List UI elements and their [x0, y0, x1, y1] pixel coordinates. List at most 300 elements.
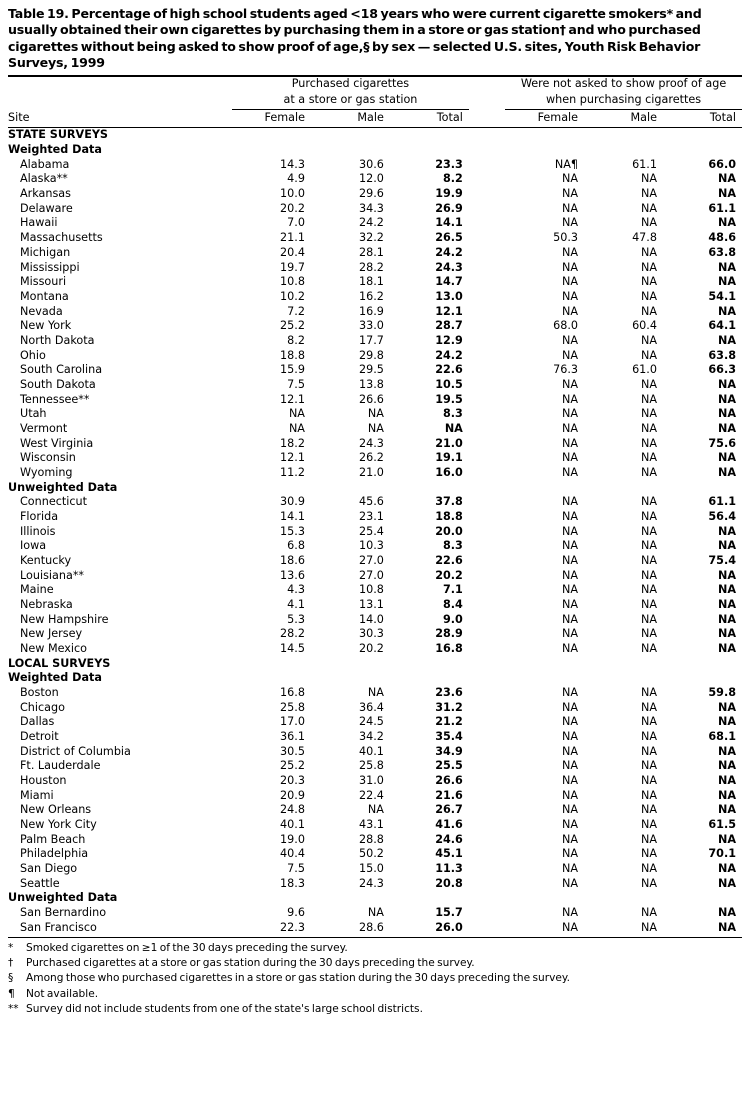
cell-female-proof: NA: [562, 216, 579, 230]
section-header-label: STATE SURVEYS: [8, 128, 108, 142]
row-gap: [469, 525, 505, 540]
cell-female-proof: NA: [562, 641, 579, 655]
footnote: [8, 956, 742, 971]
row-gap: [469, 187, 505, 202]
row-site-label: Michigan: [20, 245, 71, 259]
cell-female-purchased: 10.0: [280, 187, 305, 201]
table-row: [8, 627, 742, 642]
row-site-label: West Virginia: [20, 436, 94, 450]
cell-total-purchased: 21.0: [435, 436, 463, 450]
footnote-marker: †: [8, 957, 14, 970]
cell-female-purchased: 14.5: [280, 641, 305, 655]
cell-male-proof: NA: [640, 333, 657, 347]
cell-male-purchased: 14.0: [358, 612, 384, 626]
cell-male-purchased: 22.4: [358, 788, 384, 802]
cell-male-purchased: 28.6: [358, 920, 384, 934]
table-row: [8, 290, 742, 305]
cell-total-purchased: 28.7: [435, 319, 463, 333]
cell-female-purchased: 20.3: [280, 774, 305, 788]
cell-total-purchased: 24.3: [435, 260, 463, 274]
cell-male-purchased: 21.0: [358, 465, 384, 479]
cell-total-proof: NA: [717, 216, 736, 230]
section-header-row: [8, 128, 742, 143]
cell-female-purchased: 9.6: [287, 906, 305, 920]
cell-total-proof: NA: [717, 275, 736, 289]
cell-male-proof: NA: [640, 275, 657, 289]
table-row: [8, 261, 742, 276]
cell-female-proof: NA: [562, 744, 579, 758]
cell-male-proof: NA: [640, 172, 657, 186]
cell-male-purchased: NA: [367, 407, 384, 421]
row-site-label: District of Columbia: [20, 744, 131, 758]
table-row: [8, 862, 742, 877]
cell-male-purchased: 40.1: [358, 744, 384, 758]
row-gap: [469, 686, 505, 701]
cell-total-purchased: 31.2: [435, 700, 463, 714]
cell-total-purchased: 35.4: [435, 730, 463, 743]
column-header-row: [8, 109, 742, 128]
cell-total-purchased: 26.0: [435, 920, 463, 934]
cell-male-proof: 60.4: [632, 319, 657, 333]
cell-female-purchased: 13.6: [280, 568, 305, 582]
group-header-purchased: [232, 77, 469, 93]
row-gap: [469, 921, 505, 936]
cell-female-purchased: 24.8: [280, 803, 305, 817]
cell-male-purchased: 33.0: [358, 319, 384, 333]
row-site-label: Maine: [20, 583, 54, 597]
row-site-label: Nevada: [20, 304, 63, 318]
cell-total-proof: NA: [717, 641, 736, 655]
cell-male-proof: NA: [640, 436, 657, 450]
cell-female-proof: NA: [562, 509, 579, 523]
cell-female-proof: NA: [562, 465, 579, 479]
column-header-gap: [469, 109, 505, 128]
cell-total-purchased: 25.5: [435, 759, 463, 773]
row-site-label: Ft. Lauderdale: [20, 759, 101, 773]
cell-female-purchased: 28.2: [280, 627, 305, 641]
cell-male-purchased: NA: [367, 906, 384, 920]
cell-total-purchased: 13.0: [435, 289, 463, 303]
cell-female-purchased: 30.9: [280, 495, 305, 509]
row-site-label: Delaware: [20, 201, 73, 215]
table-row: [8, 539, 742, 554]
cell-total-purchased: 8.3: [443, 539, 463, 553]
cell-female-purchased: 30.5: [280, 744, 305, 758]
cell-male-purchased: 24.2: [358, 216, 384, 230]
cell-female-proof: NA: [562, 862, 579, 876]
cell-total-proof: NA: [717, 862, 736, 876]
cell-male-purchased: 43.1: [358, 818, 384, 832]
cell-total-proof: 61.5: [708, 818, 736, 832]
cell-total-purchased: 10.5: [435, 377, 463, 391]
group-header-gap-2: [469, 93, 505, 109]
cell-total-proof: NA: [717, 627, 736, 641]
row-site-label: New Jersey: [20, 627, 83, 641]
cell-male-proof: NA: [640, 216, 657, 230]
cell-female-purchased: 8.2: [287, 333, 305, 347]
table-row: [8, 363, 742, 378]
cell-female-purchased: 10.8: [280, 275, 305, 289]
subsection-header-label: Unweighted Data: [8, 480, 118, 494]
row-site-label: Illinois: [20, 524, 56, 538]
row-site-label: New York: [20, 319, 72, 333]
page-title: Table 19. Percentage of high school students aged <18 years who were current cigarette smokers* and usually obtained their own cigarettes by purchasing them in a store or gas station† and who purchased cigarettes without being asked to show proof of age,§ by sex — selected U.S. sites, Youth Risk Behavior Surveys, 1999: [8, 6, 702, 71]
cell-total-proof: NA: [717, 700, 736, 714]
cell-male-purchased: 10.3: [358, 539, 384, 553]
table-row: [8, 847, 742, 862]
cell-female-proof: NA: [562, 172, 579, 186]
cell-male-proof: NA: [640, 920, 657, 934]
row-site-label: Montana: [20, 289, 69, 303]
row-site-label: South Dakota: [20, 377, 96, 391]
table-row: [8, 715, 742, 730]
cell-male-proof: NA: [640, 730, 657, 743]
cell-female-proof: NA: [562, 333, 579, 347]
cell-total-proof: NA: [717, 304, 736, 318]
table-row: [8, 451, 742, 466]
table-row: [8, 275, 742, 290]
cell-total-purchased: 41.6: [435, 818, 463, 832]
cell-total-proof: NA: [717, 715, 736, 729]
row-site-label: San Francisco: [20, 920, 97, 934]
cell-female-proof: NA: [562, 304, 579, 318]
cell-male-purchased: 31.0: [358, 774, 384, 788]
cell-total-proof: 66.0: [708, 157, 736, 171]
cell-total-proof: 54.1: [708, 289, 736, 303]
row-site-label: Vermont: [20, 421, 68, 435]
row-site-label: Chicago: [20, 700, 65, 714]
cell-female-proof: NA: [562, 436, 579, 450]
table-row: [8, 803, 742, 818]
cell-total-proof: NA: [717, 524, 736, 538]
cell-total-purchased: 26.6: [435, 774, 463, 788]
cell-male-purchased: 29.6: [358, 187, 384, 201]
cell-male-proof: NA: [640, 774, 657, 788]
row-site-label: Connecticut: [20, 495, 87, 509]
cell-female-proof: NA: [562, 245, 579, 259]
table-row: [8, 642, 742, 657]
cell-female-proof: NA: [562, 612, 579, 626]
cell-female-purchased: 19.7: [280, 260, 305, 274]
footnote-marker: **: [8, 1002, 19, 1015]
cell-female-purchased: 12.1: [280, 392, 305, 406]
cell-total-proof: 59.8: [708, 685, 736, 699]
row-site-label: Hawaii: [20, 216, 58, 230]
cell-male-proof: NA: [640, 289, 657, 303]
cell-female-proof: NA: [562, 451, 579, 465]
cell-total-proof: NA: [717, 451, 736, 465]
cell-male-proof: 47.8: [632, 231, 657, 245]
row-gap: [469, 539, 505, 554]
table-row: [8, 246, 742, 261]
cell-total-purchased: 15.7: [435, 906, 463, 920]
cell-total-proof: NA: [717, 583, 736, 597]
cell-male-proof: NA: [640, 862, 657, 876]
row-gap: [469, 642, 505, 657]
table-row: [8, 407, 742, 422]
cell-female-proof: NA: [562, 553, 579, 567]
footnote-text: Not available.: [26, 987, 99, 1000]
row-gap: [469, 627, 505, 642]
row-site-label: New York City: [20, 818, 97, 832]
table-row: [8, 613, 742, 628]
cell-female-proof: NA: [562, 627, 579, 641]
cell-female-purchased: 40.1: [280, 818, 305, 832]
cell-male-purchased: 24.5: [358, 715, 384, 729]
cell-total-proof: 70.1: [708, 847, 736, 861]
group-header-gap: [469, 77, 505, 93]
cell-male-purchased: NA: [367, 803, 384, 817]
cell-male-purchased: 24.3: [358, 436, 384, 450]
row-site-label: Dallas: [20, 715, 55, 729]
footnote: [8, 971, 742, 986]
cell-female-purchased: 7.2: [287, 304, 305, 318]
table-row: [8, 906, 742, 921]
cell-male-proof: NA: [640, 260, 657, 274]
cell-male-proof: NA: [640, 553, 657, 567]
cell-total-proof: 75.6: [708, 436, 736, 450]
cell-total-purchased: 23.3: [435, 157, 463, 171]
cell-male-proof: NA: [640, 906, 657, 920]
cell-female-purchased: 20.4: [280, 245, 305, 259]
footnote: [8, 1002, 742, 1017]
row-gap: [469, 393, 505, 408]
cell-female-purchased: 7.5: [287, 377, 305, 391]
subsection-header-row: [8, 143, 742, 158]
cell-female-proof: NA: [562, 260, 579, 274]
row-gap: [469, 495, 505, 510]
cell-male-proof: NA: [640, 465, 657, 479]
row-gap: [469, 789, 505, 804]
cell-total-purchased: 20.2: [435, 568, 463, 582]
cell-female-proof: 76.3: [553, 363, 579, 377]
row-gap: [469, 701, 505, 716]
cell-female-purchased: 4.9: [287, 172, 305, 186]
cell-male-proof: NA: [640, 876, 657, 890]
cell-female-proof: NA: [562, 289, 579, 303]
cell-male-proof: NA: [640, 832, 657, 846]
cell-male-purchased: 15.0: [358, 862, 384, 876]
cell-female-purchased: 12.1: [280, 451, 305, 465]
cell-female-purchased: 22.3: [280, 920, 305, 934]
cell-female-purchased: 25.8: [280, 700, 305, 714]
cell-total-purchased: 12.9: [435, 333, 463, 347]
cell-male-proof: NA: [640, 187, 657, 201]
cell-total-proof: NA: [717, 906, 736, 920]
cell-female-purchased: 15.9: [280, 363, 305, 377]
cell-total-proof: 63.8: [708, 348, 736, 362]
cell-female-purchased: 6.8: [287, 539, 305, 553]
cell-male-proof: NA: [640, 495, 657, 509]
cell-female-proof: NA: [562, 377, 579, 391]
cell-total-proof: NA: [717, 920, 736, 934]
row-gap: [469, 598, 505, 613]
footnote-text: Purchased cigarettes at a store or gas station during the 30 days preceding the survey.: [26, 957, 475, 970]
table-row: [8, 422, 742, 437]
row-gap: [469, 407, 505, 422]
row-gap: [469, 172, 505, 187]
cell-female-purchased: 7.5: [287, 862, 305, 876]
cell-total-purchased: NA: [444, 421, 463, 435]
cell-male-proof: NA: [640, 788, 657, 802]
group-header-proof: [505, 77, 742, 93]
cell-male-proof: NA: [640, 759, 657, 773]
cell-male-purchased: 25.4: [358, 524, 384, 538]
cell-total-proof: NA: [717, 774, 736, 788]
cell-female-purchased: 14.3: [280, 157, 305, 171]
cell-female-proof: NA: [562, 818, 579, 832]
subsection-header-row: [8, 481, 742, 496]
cell-female-purchased: 21.1: [280, 231, 305, 245]
table-row: [8, 745, 742, 760]
cell-female-proof: NA: [562, 920, 579, 934]
row-site-label: Mississippi: [20, 260, 80, 274]
cell-male-proof: NA: [640, 700, 657, 714]
cell-male-purchased: 30.6: [358, 157, 384, 171]
row-gap: [469, 862, 505, 877]
cell-male-proof: NA: [640, 245, 657, 259]
cell-total-purchased: 26.7: [435, 803, 463, 817]
cell-male-proof: NA: [640, 818, 657, 832]
cell-female-proof: NA: [562, 700, 579, 714]
row-site-label: Boston: [20, 685, 59, 699]
column-header-total-1: Total: [436, 110, 463, 124]
cell-total-purchased: 18.8: [435, 509, 463, 523]
cell-female-purchased: 25.2: [280, 759, 305, 773]
cell-total-proof: NA: [717, 377, 736, 391]
row-site-label: Florida: [20, 509, 59, 523]
row-gap: [469, 319, 505, 334]
table-row: [8, 569, 742, 584]
cell-female-proof: 68.0: [553, 319, 579, 333]
table-row: [8, 877, 742, 892]
cell-total-purchased: 24.2: [435, 245, 463, 259]
cell-total-purchased: 23.6: [435, 685, 463, 699]
row-site-label: Alabama: [20, 157, 70, 171]
row-gap: [469, 158, 505, 173]
cell-total-proof: NA: [717, 421, 736, 435]
row-site-label: North Dakota: [20, 333, 95, 347]
row-gap: [469, 290, 505, 305]
table-row: [8, 216, 742, 231]
group-header-spacer: [8, 77, 232, 93]
cell-male-proof: NA: [640, 847, 657, 861]
cell-male-proof: NA: [640, 377, 657, 391]
cell-total-purchased: 19.5: [435, 392, 463, 406]
subsection-header-label: Weighted Data: [8, 671, 102, 685]
cell-female-proof: 50.3: [553, 231, 579, 245]
table-row: [8, 833, 742, 848]
column-header-site: Site: [8, 110, 30, 124]
row-gap: [469, 877, 505, 892]
cell-male-purchased: 28.2: [358, 260, 384, 274]
row-site-label: Kentucky: [20, 553, 72, 567]
row-gap: [469, 906, 505, 921]
row-gap: [469, 275, 505, 290]
column-header-male-1: Male: [357, 110, 384, 124]
cell-male-purchased: 12.0: [358, 172, 384, 186]
row-gap: [469, 334, 505, 349]
row-gap: [469, 246, 505, 261]
cell-total-proof: 68.1: [708, 730, 736, 743]
cell-male-proof: NA: [640, 597, 657, 611]
cell-total-proof: 66.3: [708, 363, 736, 377]
cell-female-proof: NA: [562, 524, 579, 538]
cell-male-proof: NA: [640, 744, 657, 758]
cell-female-purchased: NA: [288, 407, 305, 421]
row-site-label: Nebraska: [20, 597, 73, 611]
cell-total-proof: NA: [717, 568, 736, 582]
cell-total-proof: NA: [717, 612, 736, 626]
cell-male-purchased: 27.0: [358, 568, 384, 582]
table-bottom-divider: [8, 937, 742, 938]
cell-female-proof: NA: [562, 597, 579, 611]
cell-male-proof: NA: [640, 451, 657, 465]
cell-female-proof: NA: [562, 803, 579, 817]
cell-male-purchased: 26.6: [358, 392, 384, 406]
cell-female-proof: NA: [562, 407, 579, 421]
cell-total-proof: 61.1: [708, 495, 736, 509]
cell-total-purchased: 34.9: [435, 744, 463, 758]
subsection-header-row: [8, 671, 742, 686]
group-header-proof-line1: Were not asked to show proof of age: [520, 77, 727, 91]
cell-total-purchased: 19.9: [435, 187, 463, 201]
row-gap: [469, 437, 505, 452]
table-row: [8, 921, 742, 936]
table-row: [8, 789, 742, 804]
cell-total-purchased: 45.1: [435, 847, 463, 861]
table-row: [8, 818, 742, 833]
row-gap: [469, 216, 505, 231]
cell-total-proof: NA: [717, 187, 736, 201]
footnote-text: Survey did not include students from one of the state's large school districts.: [26, 1002, 423, 1015]
cell-female-purchased: 25.2: [280, 319, 305, 333]
cell-total-proof: 63.8: [708, 245, 736, 259]
cell-male-proof: NA: [640, 201, 657, 215]
footnotes: [8, 941, 742, 1016]
cell-total-proof: NA: [717, 407, 736, 421]
cell-male-proof: NA: [640, 803, 657, 817]
table-row: [8, 334, 742, 349]
cell-total-purchased: 16.0: [435, 465, 463, 479]
row-site-label: San Diego: [20, 862, 78, 876]
cell-male-purchased: 34.2: [358, 730, 384, 743]
group-header-purchased-sub: [232, 93, 469, 109]
cell-female-proof: NA: [562, 187, 579, 201]
cell-male-purchased: 16.2: [358, 289, 384, 303]
row-site-label: Palm Beach: [20, 832, 86, 846]
row-site-label: Iowa: [20, 539, 47, 553]
cell-total-proof: NA: [717, 333, 736, 347]
cell-male-purchased: 50.2: [358, 847, 384, 861]
cell-total-proof: NA: [717, 803, 736, 817]
row-gap: [469, 569, 505, 584]
group-header-spacer-2: [8, 93, 232, 109]
row-gap: [469, 613, 505, 628]
row-gap: [469, 833, 505, 848]
row-site-label: Ohio: [20, 348, 46, 362]
row-gap: [469, 847, 505, 862]
cell-total-purchased: 14.7: [435, 275, 463, 289]
row-site-label: San Bernardino: [20, 906, 107, 920]
footnote-marker: *: [8, 942, 14, 955]
cell-female-proof: NA: [562, 774, 579, 788]
cell-total-proof: NA: [717, 759, 736, 773]
cell-total-proof: NA: [717, 539, 736, 553]
cell-total-proof: 64.1: [708, 319, 736, 333]
cell-male-purchased: 16.9: [358, 304, 384, 318]
cell-total-purchased: 16.8: [435, 641, 463, 655]
